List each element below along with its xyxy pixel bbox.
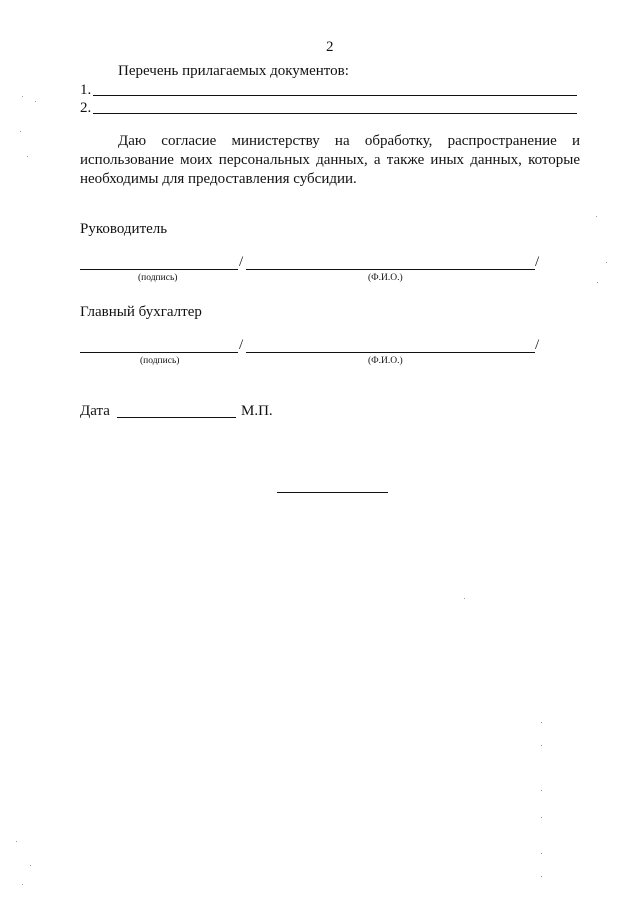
name-caption: (Ф.И.О.) [368,356,403,366]
signature-line-director[interactable] [80,269,238,270]
date-line[interactable] [117,417,236,418]
scan-speck [541,853,542,854]
date-label: Дата [80,403,110,419]
name-line-director[interactable] [246,269,535,270]
scan-speck [541,876,542,877]
signature-line-chief-accountant[interactable] [80,352,238,353]
scan-speck [541,790,542,791]
scan-speck [464,598,465,599]
attachments-title: Перечень прилагаемых документов: [118,63,349,79]
separator-slash: / [535,337,540,353]
scan-speck [596,216,597,217]
stamp-label: М.П. [241,403,273,419]
signature-caption: (подпись) [140,356,180,366]
scan-speck [541,745,542,746]
scan-speck [541,722,542,723]
scan-speck [597,282,598,283]
scan-speck [27,156,28,157]
attachment-number-1: 1. [80,82,92,98]
end-of-document-line [277,492,388,493]
scan-speck [22,96,23,97]
scan-speck [30,865,31,866]
separator-slash: / [535,254,540,270]
scan-speck [606,262,607,263]
name-line-chief-accountant[interactable] [246,352,535,353]
attachment-line-1[interactable] [93,95,577,96]
scan-speck [35,101,36,102]
scan-speck [541,817,542,818]
attachment-number-2: 2. [80,100,92,116]
scan-speck [16,841,17,842]
scan-speck [22,884,23,885]
page-number: 2 [326,39,334,55]
separator-slash: / [239,337,244,353]
role-label-director: Руководитель [80,221,168,237]
separator-slash: / [239,254,244,270]
signature-caption: (подпись) [138,273,178,283]
name-caption: (Ф.И.О.) [368,273,403,283]
role-label-chief-accountant: Главный бухгалтер [80,304,202,320]
attachment-line-2[interactable] [93,113,577,114]
consent-paragraph: Даю согласие министерству на обработку, распространение и использование моих персональных данных, а также иных данных, которые необходимы для предоставления субсидии. [80,133,580,187]
scan-speck [20,131,21,132]
